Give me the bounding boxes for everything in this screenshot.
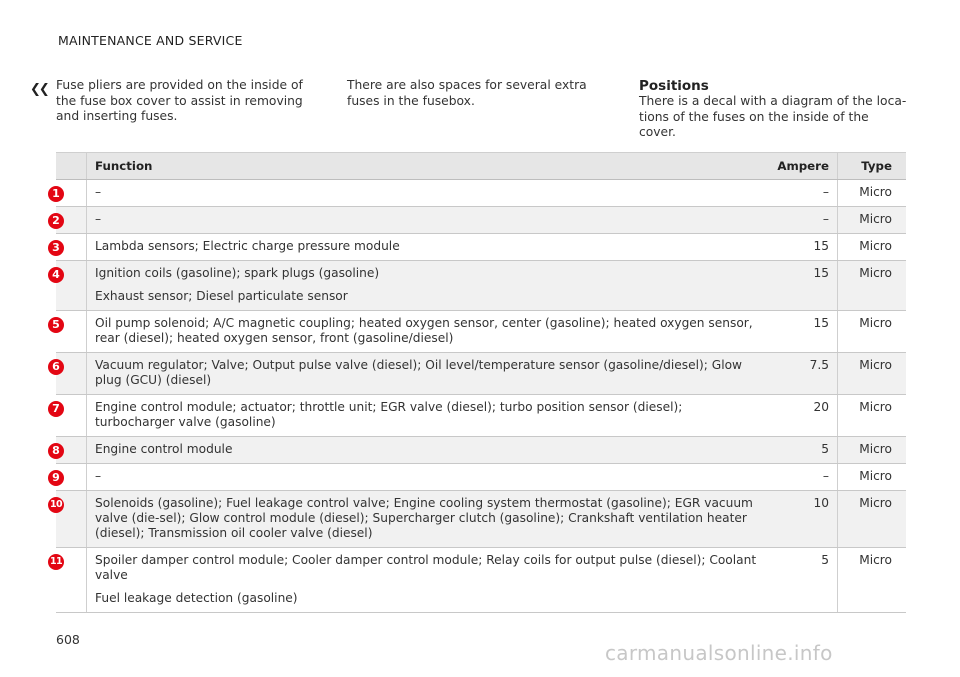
fuse-type-cell: Micro: [838, 491, 907, 548]
table-row: [56, 437, 906, 464]
fuse-ampere-cell: 15: [765, 234, 838, 261]
intro-extra-fuses-text: There are also spaces for several extra fuses in the fusebox.: [347, 78, 587, 108]
header-ampere: Ampere: [765, 153, 838, 180]
positions-section: [639, 78, 909, 141]
fuse-number-cell: [52, 464, 87, 491]
fuse-function-cell: [87, 437, 766, 464]
fuse-number-cell: [52, 437, 87, 464]
page-number: 608: [56, 632, 80, 647]
fuse-function-text: Vacuum regulator; Valve; Output pulse valve (diesel); Oil level/temperature sensor (gasoline/diesel); Glow plug (GCU) (diesel): [95, 358, 743, 387]
fuse-function-text: Solenoids (gasoline); Fuel leakage control valve; Engine cooling system thermostat (gasoline); EGR vacuum valve (die-sel); Glow control module (diesel); Supercharger clutch (gasoline); Crankshaft ventilation heater (diesel); Transmission oil cooler valve (diesel): [95, 496, 753, 540]
fuse-number-cell: [49, 548, 87, 613]
double-chevron-left-icon[interactable]: ❮❮: [30, 82, 48, 97]
fuse-type-cell: Micro: [838, 261, 907, 311]
table-row: [56, 234, 906, 261]
table-row: [56, 491, 906, 548]
fuse-number-badge: 5: [48, 317, 64, 333]
watermark-text: carmanualsonline.info: [605, 641, 833, 665]
fuse-function-cell: [87, 548, 766, 613]
fuse-number-badge: 3: [48, 240, 64, 256]
header-function: Function: [87, 153, 766, 180]
fuse-type-cell: Micro: [838, 437, 907, 464]
fuse-function-cell: [87, 234, 766, 261]
fuse-number-badge: 8: [48, 443, 64, 459]
fuse-number-cell: [52, 234, 87, 261]
fuse-function-text: Oil pump solenoid; A/C magnetic coupling; heated oxygen sensor, center (gasoline); heated oxygen sensor, rear (diesel); heated oxygen sensor, front (gasoline/diesel): [95, 316, 753, 345]
positions-text: There is a decal with a diagram of the loca-tions of the fuses on the inside of the cover.: [639, 94, 907, 139]
fuse-number-cell: [52, 207, 87, 234]
fuse-function-text: Lambda sensors; Electric charge pressure module: [95, 239, 400, 253]
table-row: [56, 353, 906, 395]
fuse-ampere-cell: –: [765, 207, 838, 234]
fuse-type-cell: Micro: [838, 180, 907, 207]
fuse-type-cell: Micro: [838, 353, 907, 395]
fuse-number-cell: [52, 180, 87, 207]
fuse-type-cell: Micro: [838, 207, 907, 234]
fuse-number-badge: 10: [48, 497, 64, 513]
page-header-title: MAINTENANCE AND SERVICE: [58, 33, 243, 48]
fuse-ampere-cell: 5: [765, 437, 838, 464]
fuse-function-cell: [87, 353, 766, 395]
fuse-ampere-cell: 5: [765, 548, 838, 613]
fuse-ampere-cell: 7.5: [765, 353, 838, 395]
fuse-number-cell: [52, 395, 87, 437]
fuse-table: [49, 152, 906, 613]
fuse-ampere-cell: 15: [765, 261, 838, 311]
fuse-type-cell: Micro: [838, 464, 907, 491]
fuse-function-cell: [87, 491, 766, 548]
table-row: [56, 311, 906, 353]
fuse-ampere-cell: –: [765, 464, 838, 491]
table-row: [56, 261, 906, 311]
fuse-function-text: Spoiler damper control module; Cooler damper control module; Relay coils for output pulse (diesel); Coolant valve: [95, 553, 757, 582]
fuse-function-text: –: [95, 185, 102, 199]
fuse-function-text: –: [95, 212, 102, 226]
fuse-table-body: [49, 180, 906, 613]
fuse-number-cell: [52, 261, 87, 311]
intro-fuse-pliers-text: Fuse pliers are provided on the inside of the fuse box cover to assist in removing and inserting fuses.: [56, 78, 303, 123]
table-row: [56, 180, 906, 207]
fuse-number-cell: [52, 311, 87, 353]
fuse-function-cell: [87, 464, 766, 491]
fuse-number-cell: [52, 353, 87, 395]
table-row: [56, 464, 906, 491]
fuse-type-cell: Micro: [838, 395, 907, 437]
fuse-type-cell: Micro: [838, 234, 907, 261]
fuse-number-badge: 1: [48, 186, 64, 202]
fuse-number-badge: 7: [48, 401, 64, 417]
fuse-number-cell: [49, 491, 87, 548]
fuse-function-text: Exhaust sensor; Diesel particulate sensor: [95, 289, 348, 303]
fuse-number-badge: 11: [48, 554, 64, 570]
fuse-ampere-cell: 20: [765, 395, 838, 437]
fuse-number-badge: 9: [48, 470, 64, 486]
fuse-ampere-cell: –: [765, 180, 838, 207]
fuse-function-text: Engine control module: [95, 442, 233, 456]
fuse-function-cell: [87, 207, 766, 234]
fuse-type-cell: Micro: [838, 548, 907, 613]
header-type: Type: [838, 153, 907, 180]
table-row: [56, 395, 906, 437]
fuse-function-cell: [87, 180, 766, 207]
fuse-number-badge: 4: [48, 267, 64, 283]
table-row: [56, 207, 906, 234]
positions-heading: Positions: [639, 78, 709, 94]
fuse-type-cell: Micro: [838, 311, 907, 353]
fuse-ampere-cell: 15: [765, 311, 838, 353]
fuse-function-cell: [87, 261, 766, 311]
fuse-function-text: Fuel leakage detection (gasoline): [95, 591, 298, 605]
fuse-number-badge: 6: [48, 359, 64, 375]
fuse-function-text: –: [95, 469, 102, 483]
fuse-function-text: Ignition coils (gasoline); spark plugs (gasoline): [95, 266, 380, 280]
table-row: [56, 548, 906, 613]
fuse-function-text: Engine control module; actuator; throttle unit; EGR valve (diesel); turbo position sensor (diesel); turbocharger valve (gasoline): [95, 400, 683, 429]
header-number: [56, 153, 87, 180]
fuse-number-badge: 2: [48, 213, 64, 229]
fuse-ampere-cell: 10: [765, 491, 838, 548]
fuse-function-cell: [87, 395, 766, 437]
fuse-table-header-row: [56, 153, 906, 180]
fuse-function-cell: [87, 311, 766, 353]
